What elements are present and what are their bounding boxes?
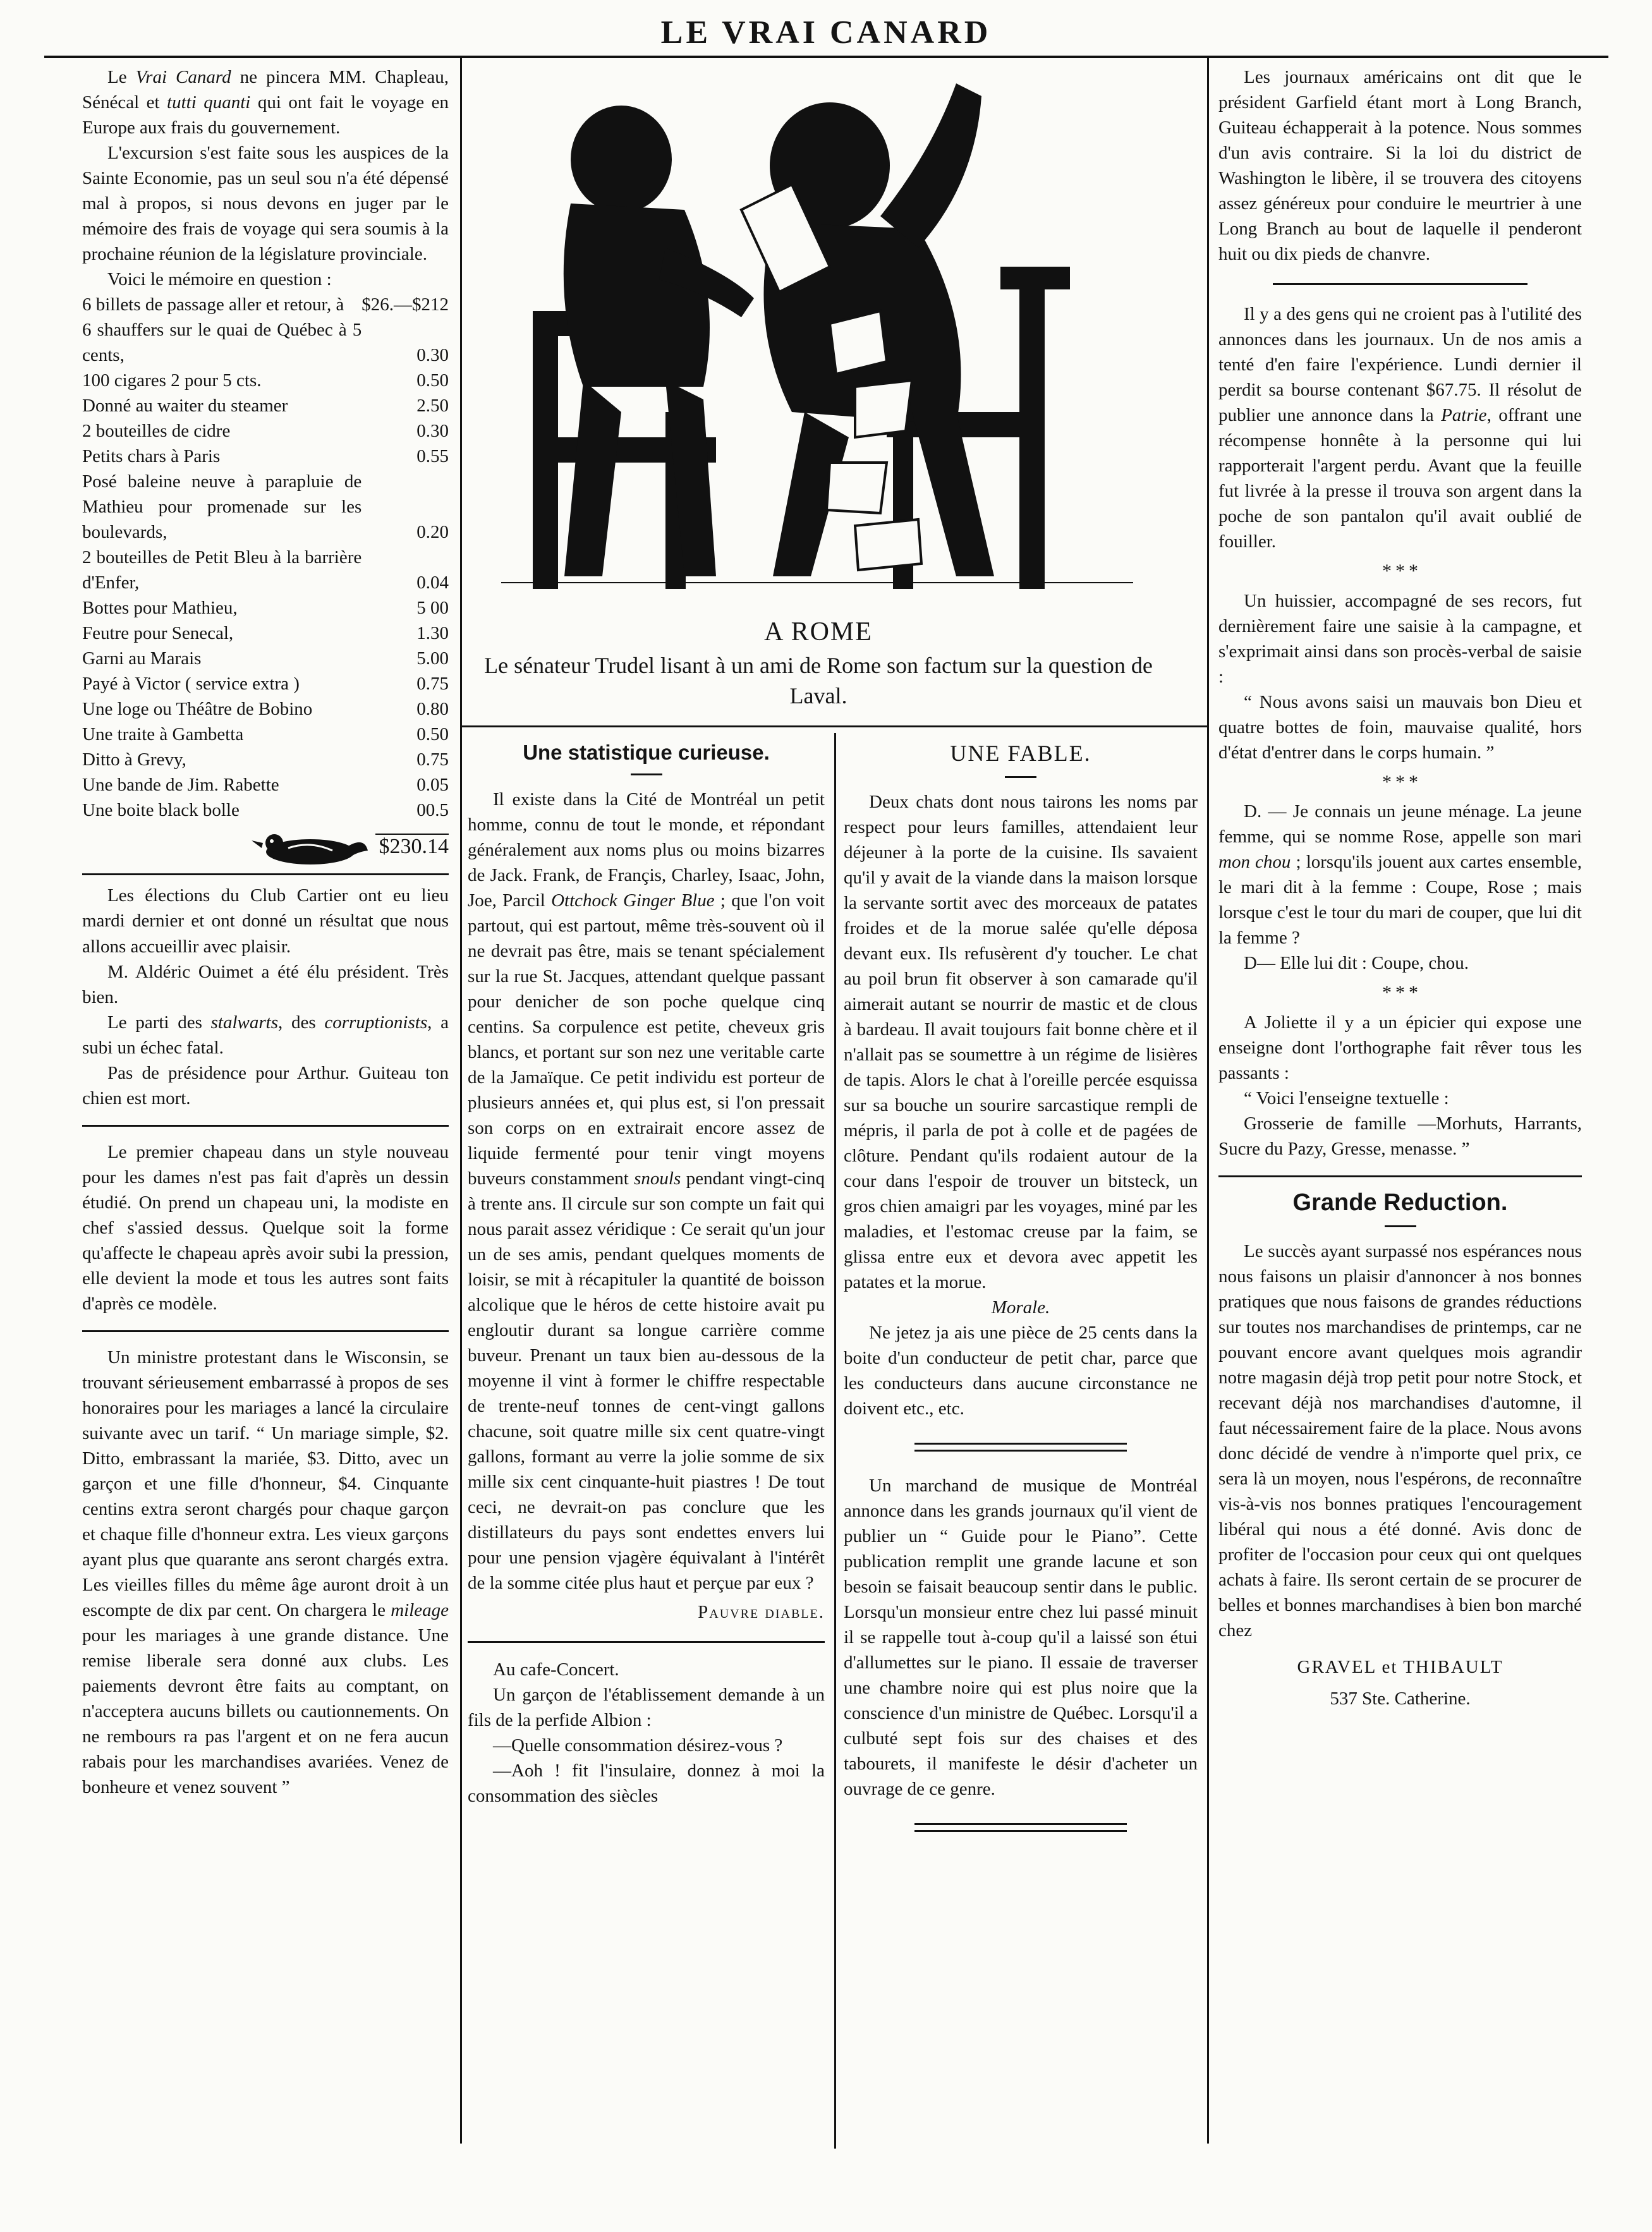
memo-item-amount: 0.50 [416,724,449,745]
enseigne-text: Grosserie de famille —Morhuts, Harrants, Sucre du Pazy, Gresse, menasse. ” [1218,1113,1582,1159]
morale-paragraph: Ne jetez ja ais une pièce de 25 cents dans la boite d'un conducteur de petit char, parce que les conducteurs dans aucune circonstance ne doivent etc., etc. [844,1323,1198,1419]
illustration-title: A ROME [764,617,873,646]
memo-item-label: Une bande de Jim. Rabette [82,775,279,796]
memo-item-label: Une boite black bolle [82,800,240,821]
section-divider [82,873,449,875]
memo-row [82,469,449,545]
memo-total-row [82,829,449,868]
stars-divider: * * * [1382,561,1418,582]
statistique-heading: Une statistique curieuse. [523,741,770,764]
memo-item-amount: 0.55 [416,446,449,467]
memo-item-label: Donné au waiter du steamer [82,396,288,416]
memo-row [82,798,449,823]
cafe-paragraph-2: —Quelle consommation désirez-vous ? [493,1735,783,1756]
section-divider [468,1641,825,1643]
memo-row [82,393,449,418]
huissier-quote: “ Nous avons saisi un mauvais bon Dieu et quatre bottes de foin, mauvaise qualité, hors d'état d'entrer dans le corps humain. ” [1218,691,1582,763]
fable-morale: Morale. [991,1297,1050,1318]
masthead-title: LE VRAI CANARD [660,15,992,51]
memo-item-label: Garni au Marais [82,648,202,669]
column-rule [834,733,836,2149]
statistique-signature: Pauvre diable. [698,1602,825,1623]
memo-item-amount: 5.00 [416,648,449,669]
ministre-paragraph: Un ministre protestant dans le Wisconsin, se trouvant sérieusement embarrassé à propos de ses honoraires pour les mariages a lancé la circulaire suivante avec un tarif. “ Un mariage simple, $2. Ditto, embrassant la mariée, $3. Ditto, avec un garçon et une fille d'honneur, $4. Cinquante centins extra seront chargés pour chaque garçon et chaque fille d'honneur extra. Les vieux garçons ayant plus que quarante ans seront chargés extra. Les vieilles filles du même âge auront droit à un escompte de dix par cent. On chargera le mileage pour les mariages à une grande distance. Une remise liberale sera donné aux clubs. Les paiements devront être faits au comptant, on n'acceptera aucuns billets ou cautionnements. On ne rembours ra pas l'argent et on ne fera aucun rabais pour les marchandises avariées. Venez de bonheure et venez souvent ” [82,1347,449,1797]
memo-item-label: 2 bouteilles de cidre [82,421,231,442]
memo-item-label: 6 billets de passage aller et retour, à [82,294,344,315]
heading-dash [1385,1225,1416,1227]
memo-item-label: Posé baleine neuve à parapluie de Mathieu pour promenade sur les boulevards, [82,471,362,543]
column-rule [1207,58,1209,2144]
memo-item-amount: 0.75 [416,749,449,770]
memo-item-label: Une traite à Gambetta [82,724,244,745]
memo-item-amount: 0.05 [416,775,449,796]
club-paragraph-3: Le parti des stalwarts, des corruptionists, a subi un échec fatal. [82,1012,449,1058]
memo-row [82,696,449,722]
heading-dash [1005,776,1036,778]
memo-row [82,722,449,747]
illustration-caption-text: Le sénateur Trudel lisant à un ami de Rome son factum sur la question de Laval. [484,652,1153,709]
heading-dash [631,773,662,775]
cafe-title: Au cafe-Concert. [493,1659,619,1680]
annonce-paragraph: Il y a des gens qui ne croient pas à l'utilité des annonces dans les journaux. Un de nos amis a tenté d'en faire l'expérience. Lundi dernier il perdit sa bourse contenant $67.75. Il résolut de publier une annonce dans la Patrie, offrant une récompense honnête à la personne qui lui rapporterait l'argent perdu. Avant que la feuille fut livrée à la presse il trouva son argent dans la poche de son pantalon qu'il avait oublié de fouiller. [1218,304,1582,552]
column-1 [82,64,449,1800]
memo-item-amount: 0.75 [416,674,449,694]
double-rule [914,1443,1127,1452]
piano-paragraph: Un marchand de musique de Montréal annonce dans les grands journaux qu'il vient de publier un “ Guide pour le Piano”. Cette publication remplit une grande lacune et son besoin se faisait beaucoup sentir dans le public. Lorsqu'un monsieur entre chez lui passé minuit il se rappelle tout à-coup qu'il a laissé son étui d'allumettes sur le piano. Il essaie de traverser une chambre noire qui est plus noire que la conscience d'un ministre de Québec. Lorsqu'il a culbuté sept fois sur des chaises et des tabourets, il manifeste le désir d'acheter un ouvrage de ce genre. [844,1476,1198,1800]
memo-item-label: 2 bouteilles de Petit Bleu à la barrière d'Enfer, [82,547,362,593]
memo-total: $230.14 [375,834,449,858]
memo-item-amount: 5 00 [416,598,449,619]
memo-row [82,595,449,621]
memo-item-label: Bottes pour Mathieu, [82,598,238,619]
fable-paragraph: Deux chats dont nous tairons les noms par respect pour leurs familles, attendaient leur déjeuner à la porte de la cuisine. Ils savaient qu'il y avait de la viande dans la maison lorsque la servante sortit avec des morceaux de patates froides et de la morue salée qu'elle déposa devant eux. Ils refusèrent d'y toucher. Le chat au poil brun fit observer à son camarade qu'il aimerait autant se nourrir de mastic et de clous à bardeau. Il avait toujours fait bonne chère et il n'allait pas se soumettre à un régime de lisières de tapis. Alors le chat à l'oreille percée esquissa sur sa bouche un sourire sarcastique rempli de mépris, il parla de pot à colle et de pagées de clôture. Pendant qu'ils rodaient autour de la cour dans l'espoir de trouver un bitsteck, un gros chien amaigri par les voyages, miné par les maladies, et l'estomac creuse par la faim, se glissa entre eux et devora avec appetit les patates et la morue. [844,791,1198,1292]
memo-row [82,621,449,646]
stars-divider: * * * [1382,982,1418,1004]
memo-item-amount: 1.30 [416,623,449,644]
memo-row [82,292,449,317]
garfield-paragraph: Les journaux américains ont dit que le président Garfield étant mort à Long Branch, Guiteau échapperait à la potence. Nous sommes d'un avis contraire. Si la loi du district de Washington le libère, il se trouvera des citoyens assez généreux pour conduire le meurtrier à une Long Branch au bout de laquelle il penderont huit ou dix pieds de chanvre. [1218,67,1582,265]
memo-item-amount: 0.04 [416,573,449,593]
menage-answer: D— Elle lui dit : Coupe, chou. [1244,953,1469,974]
ad-heading: Grande Reduction. [1292,1189,1508,1216]
memo-item-label: Payé à Victor ( service extra ) [82,674,300,694]
memo-row [82,545,449,595]
menage-paragraph: D. — Je connais un jeune ménage. La jeune femme, qui se nomme Rose, appelle son mari mon chou ; lorsqu'ils jouent aux cartes ensemble, le mari dit à la femme : Coupe, Rose ; mais lorsque c'est le tour du mari de couper, que lui dit la femme ? [1218,801,1582,949]
cafe-paragraph-3: —Aoh ! fit l'insulaire, donnez à moi la consommation des siècles [468,1761,825,1807]
ad-paragraph: Le succès ayant surpassé nos espérances nous nous faisons un plaisir d'annoncer à nos bonnes pratiques que nous faisons de grandes réductions sur toutes nos marchandises de printemps, car ne pouvant encore avant quelques mois agrandir notre magasin déjà trop petit pour notre Stock, et recevant déjà nos marchandises d'automne, il faut nécessairement faire de la place. Nous avons donc décidé de vendre à n'importe quel prix, ce sera là un moyen, nous l'espérons, de reconnaître vis-à-vis nos bonnes pratiques l'encouragement libéral qui nous a été donné. Avis donc de profiter de l'occasion pour ceux qui ont quelques achats à faire. Ils seront certain de se procurer de belles et bonnes marchandises à bien bon marché chez [1218,1241,1582,1641]
memo-row [82,772,449,798]
section-divider [82,1330,449,1332]
enseigne-intro: “ Voici l'enseigne textuelle : [1244,1088,1449,1108]
memo-item-label: 100 cigares 2 pour 5 cts. [82,370,262,391]
column-3 [844,733,1198,1853]
cafe-paragraph-1: Un garçon de l'établissement demande à un fils de la perfide Albion : [468,1685,825,1731]
stars-divider: * * * [1382,771,1418,792]
fable-heading: UNE FABLE. [950,741,1091,766]
ad-firm: GRAVEL et THIBAULT [1297,1657,1503,1678]
column-4 [1218,64,1582,1711]
memo-row [82,671,449,696]
column-2 [468,733,825,1809]
memo-item-amount: 0.50 [416,370,449,391]
memo-item-amount: 0.30 [416,345,449,366]
memo-item-label: Feutre pour Senecal, [82,623,234,644]
voyage-paragraph: L'excursion s'est faite sous les auspices de la Sainte Economie, pas un seul sou n'a été dépensé mal à propos, si nous devons en juger par le mémoire des frais de voyage qui sera soumis à la prochaine réunion de la législature provinciale. [82,143,449,265]
joliette-paragraph: A Joliette il y a un épicier qui expose une enseigne dont l'orthographe fait rêver tous les passants : [1218,1012,1582,1083]
memo-row [82,368,449,393]
memo-item-amount: 0.30 [416,421,449,442]
section-divider [1218,1175,1582,1177]
statistique-paragraph: Il existe dans la Cité de Montréal un petit homme, connu de tout le monde, et répondant généralement aux noms plus ou moins bizarres de Jack. Frank, de Françis, Charley, Isaac, John, Joe, Parcil Ottchock Ginger Blue ; que l'on voit partout, qui est partout, même très-souvent où il ne devrait pas être, mais se tenant spécialement sur la rue St. Jacques, attendant quelque passant pour denicher de son poche quelque cinq centins. Sa corpulence est petite, cheveux gris blancs, et portant sur son nez une veritable carte de la Jamaïque. Ce petit individu est porteur de plusieurs années et, qui plus est, si l'on pressait son corps on en extrairait encore assez de liquide fermenté pour tenir vingt moyens buveurs constamment snouls pendant vingt-cinq à trente ans. Il circule sur son compte un fait qui nous parait assez véridique : Ce serait qu'un jour un de ses amis, pendant quelques moments de loisir, se mit à récapituler la quantité de boisson alcolique que le héros de cette histoire avait pu engloutir durant sa longue carrière comme buveur. Prenant un taux bien au-dessous de la moyenne il vint à former le chiffre respectable de trente-neuf tonnes de cent-vingt gallons chacune, soit quatre mille six cent quatre-vingt gallons, formant au verre la jolie somme de six mille six cent cinquante-huit piastres ! De tout ceci, ne devrait-on pas conclure que les distillateurs du pays sont endettes envers lui pour une pension vjagère équivalant à l'intérêt de la somme citée plus haut et perçue par eux ? [468,789,825,1594]
illustration-bottom-rule [460,725,1209,727]
memo-item-amount: 0.20 [416,522,449,543]
memo-row [82,418,449,444]
memo-item-amount: 00.5 [416,800,449,821]
memo-item-label: Ditto à Grevy, [82,749,186,770]
listener-figure [564,106,754,576]
memo-row [82,317,449,368]
memo-row [82,444,449,469]
memo-item-amount: 2.50 [416,396,449,416]
memo-row [82,747,449,772]
voyage-intro: Le Vrai Canard ne pincera MM. Chapleau, Sénécal et tutti quanti qui ont fait le voyage en Europe aux frais du gouvernement. [82,67,449,138]
chapeau-paragraph: Le premier chapeau dans un style nouveau pour les dames n'est pas fait d'après un dessin étudié. On prend un chapeau uni, la modiste en chef s'assied dessus. Quelque soit la forme qu'affecte le chapeau après avoir subi la pression, elle devient la mode et tous les autres sont faits d'après ce modèle. [82,1141,449,1314]
club-paragraph-2: M. Aldéric Ouimet a été élu président. Très bien. [82,961,449,1007]
double-rule [914,1823,1127,1832]
section-divider [1273,283,1527,285]
memo-item-amount: 0.80 [416,699,449,720]
duck-ornament-icon [250,829,370,868]
memo-row [82,646,449,671]
rome-illustration [476,58,1158,608]
club-paragraph-1: Les élections du Club Cartier ont eu lieu mardi dernier et ont donné un résultat que nous allons accueillir avec plaisir. [82,885,449,957]
section-divider [82,1125,449,1127]
expense-memo [82,292,449,823]
column-rule [460,58,462,2144]
memo-item-label: 6 shauffers sur le quai de Québec à 5 cents, [82,320,362,366]
memo-item-label: Petits chars à Paris [82,446,221,467]
memo-item-amount: $26.—$212 [361,294,449,315]
memo-intro: Voici le mémoire en question : [107,269,332,290]
memo-item-label: Une loge ou Théâtre de Bobino [82,699,313,720]
ad-address: 537 Ste. Catherine. [1330,1689,1471,1709]
huissier-paragraph: Un huissier, accompagné de ses recors, fut dernièrement faire une saisie à la campagne, et s'exprimait ainsi dans son procès-verbal de saisie : [1218,590,1582,687]
club-paragraph-4: Pas de présidence pour Arthur. Guiteau ton chien est mort. [82,1062,449,1108]
illustration-caption [468,614,1169,712]
